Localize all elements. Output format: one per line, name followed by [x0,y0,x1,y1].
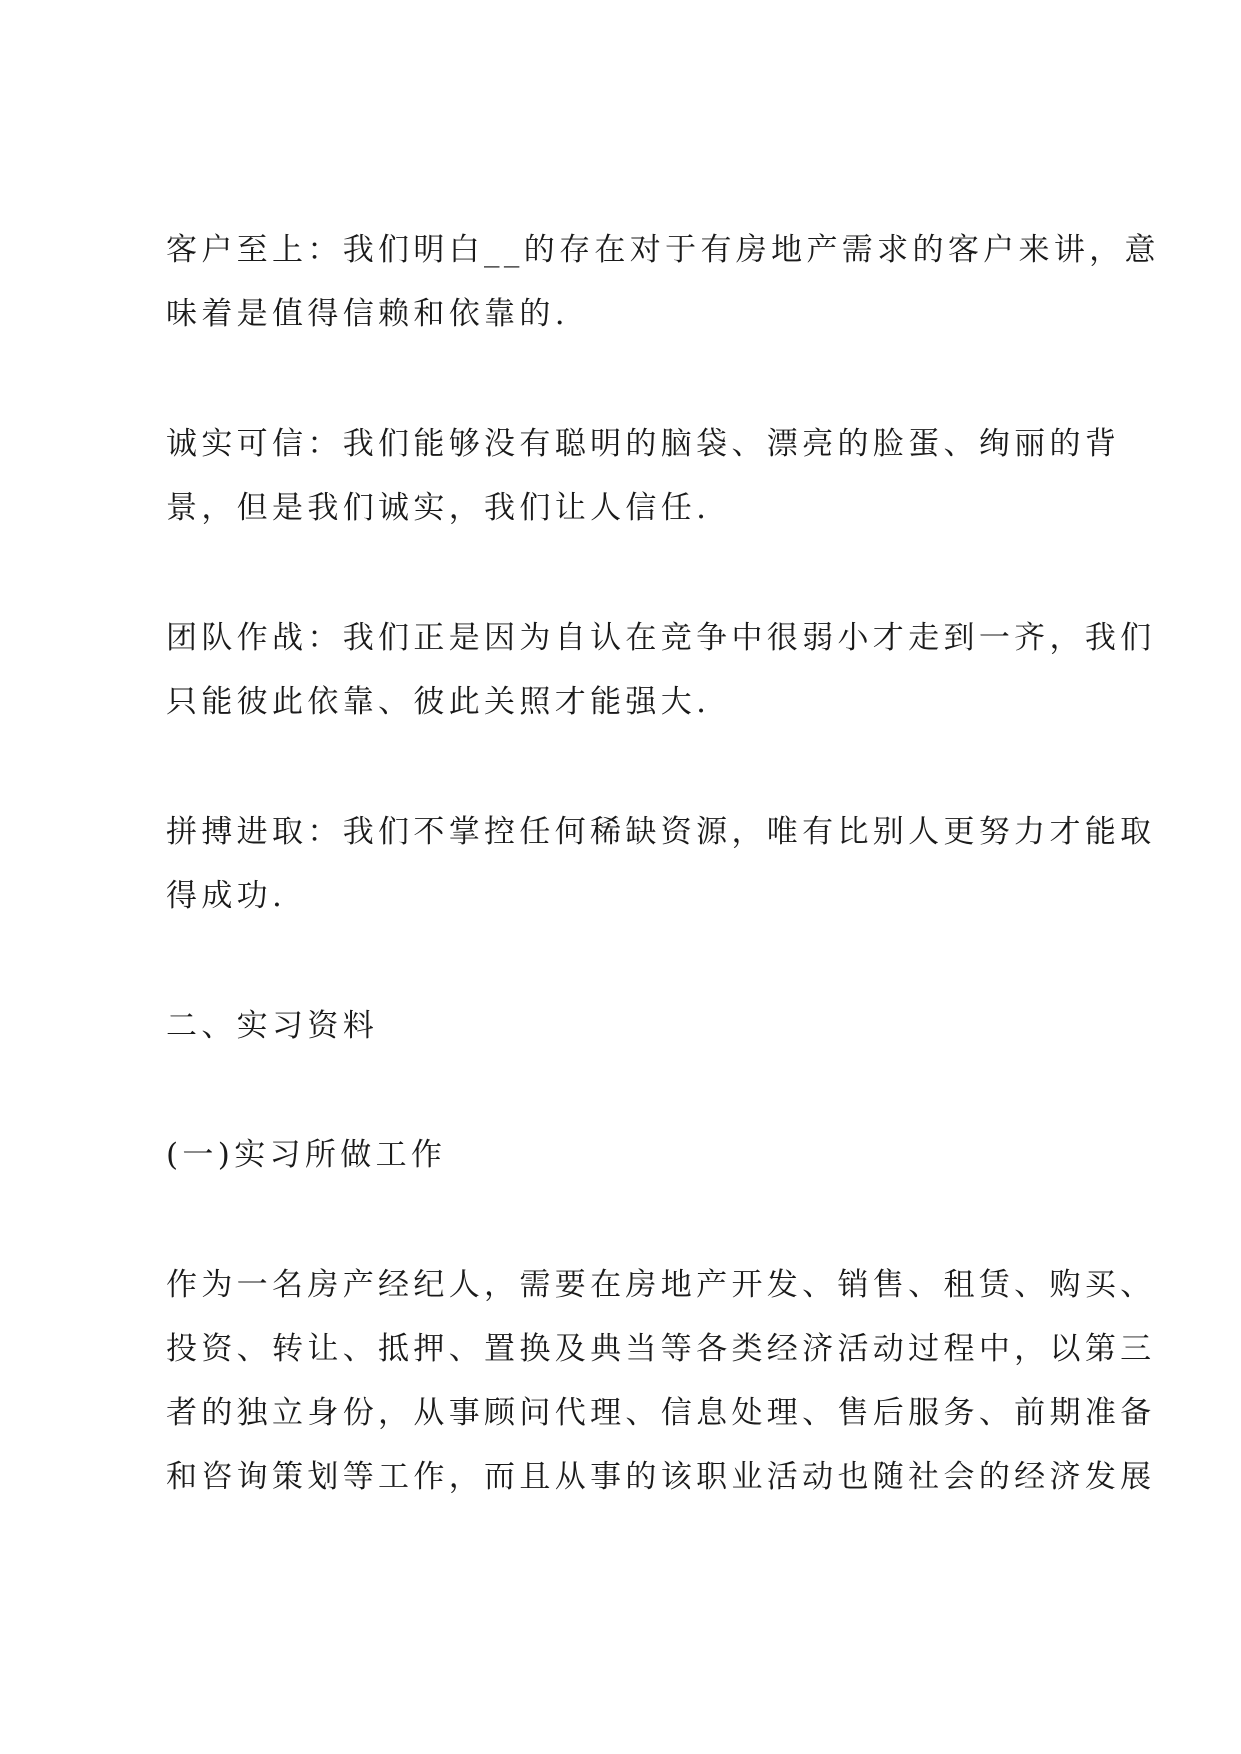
text-line: 和咨询策划等工作，而且从事的该职业活动也随社会的经济发展 [166,1459,1156,1495]
text-line: 拼搏进取：我们不掌控任何稀缺资源，唯有比别人更努力才能取 [166,814,1156,850]
text-line: 客户至上：我们明白__的存在对于有房地产需求的客户来讲，意 [166,232,1160,268]
text-line: 投资、转让、抵押、置换及典当等各类经济活动过程中，以第三 [166,1331,1156,1367]
text-line: 诚实可信：我们能够没有聪明的脑袋、漂亮的脸蛋、绚丽的背 [166,426,1121,462]
text-line: 者的独立身份，从事顾问代理、信息处理、售后服务、前期准备 [166,1395,1156,1431]
section-heading: 二、实习资料 [166,1008,379,1044]
text-line: 得成功. [166,878,287,914]
text-line: 作为一名房产经纪人，需要在房地产开发、销售、租赁、购买、 [166,1267,1156,1303]
subsection-heading: (一)实习所做工作 [166,1137,447,1173]
paragraph-teamwork [166,606,1156,734]
paragraph-honesty [166,412,1121,540]
text-line: 味着是值得信赖和依靠的. [166,296,569,332]
paragraph-striving [166,800,1156,928]
paragraph-work-description [166,1253,1156,1509]
paragraph-customer-first [166,218,1160,346]
text-line: 景，但是我们诚实，我们让人信任. [166,490,711,526]
text-line: 团队作战：我们正是因为自认在竞争中很弱小才走到一齐，我们 [166,620,1156,656]
text-line: 只能彼此依靠、彼此关照才能强大. [166,684,711,720]
